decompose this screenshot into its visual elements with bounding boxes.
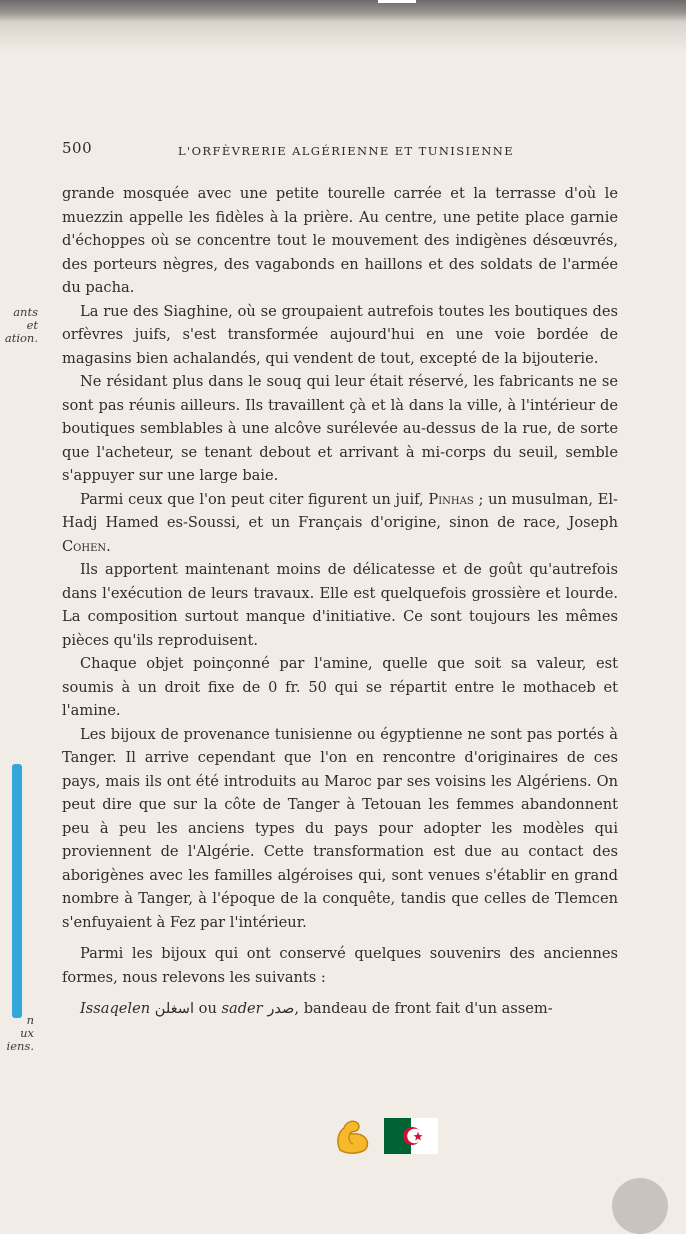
margin-note-2-line3: iens.: [6, 1039, 34, 1053]
paragraph-1: grande mosquée avec une petite tourelle carrée et la terrasse d'où le muezzin appelle les fidèles à la prière. Au centre, une petite place garnie d'échoppes où se concentre tout le mouvement des indigènes désœuvrés, des porteurs nègres, des vagabonds en haillons et des soldats de l'armée du pacha.: [62, 185, 618, 296]
margin-note-1-line2: ation.: [4, 331, 38, 345]
paragraph-6: Chaque objet poinçonné par l'amine, quelle que soit sa valeur, est soumis à un droit fixe de 0 fr. 50 qui se répartit entre le mothaceb et l'amine.: [62, 655, 618, 719]
margin-note-2: [0, 1014, 34, 1053]
running-head: L'ORFÈVRERIE ALGÉRIENNE ET TUNISIENNE: [178, 144, 514, 158]
p4-part-b: ; un musulman, El-Hadj Hamed es-Soussi, et un Français d'origine, sinon de race, Joseph: [62, 490, 618, 531]
page-number: 500: [62, 139, 93, 157]
screenshot-top-band: [0, 0, 686, 22]
paragraph-4: [62, 488, 618, 559]
paragraph-9: [62, 997, 618, 1021]
algeria-flag-icon: [384, 1118, 438, 1154]
arabic-sader: صدر: [267, 1000, 295, 1017]
term-issaqelen: Issaqelen: [80, 1000, 151, 1017]
page-curl-shadow: [0, 22, 686, 52]
scroll-button[interactable]: [612, 1178, 668, 1234]
p9-rest: , bandeau de front fait d'un assem-: [294, 1000, 553, 1017]
paragraph-5: Ils apportent maintenant moins de délicatesse et de goût qu'autrefois dans l'exécution de leurs travaux. Elle est quelquefois grossière et lourde. La composition surtout manque d'initiative. Ce sont toujours les mêmes pièces qu'ils reproduisent.: [62, 561, 618, 649]
arabic-issaqelen: اسغلن: [154, 1000, 195, 1017]
margin-note-2-line2: ux: [20, 1026, 34, 1040]
name-cohen: Cohen: [62, 537, 107, 555]
margin-note-1: [0, 306, 38, 345]
paragraph-7: Les bijoux de provenance tunisienne ou égyptienne ne sont pas portés à Tanger. Il arrive cependant que l'on en rencontre d'originaires de ces pays, mais ils ont été introduits au Maroc par ses voisins les Algériens. On peut dire que sur la côte de Tanger à Tetouan les femmes abandonnent peu à peu les anciens types du pays pour adopter les modèles qui proviennent de l'Algérie. Cette transformation est due au contact des aborigènes avec les familles algéroises qui, sont venues s'établir en grand nombre à Tanger, à l'époque de la conquête, tandis que celles de Tlemcen s'enfuyaient à Fez par l'intérieur.: [62, 725, 618, 931]
paragraph-2: La rue des Siaghine, où se groupaient autrefois toutes les boutiques des orfèvres juifs, s'est transformée aujourd'hui en une voie bordée de magasins bien achalandés, qui vendent de tout, excepté de la bijouterie.: [62, 302, 618, 367]
name-pinhas: Pinhas: [428, 490, 474, 508]
body-text: [62, 182, 618, 1021]
flexed-biceps-icon: [332, 1116, 374, 1156]
highlight-bar: [12, 764, 22, 1018]
paragraph-3: Ne résidant plus dans le souq qui leur était réservé, les fabricants ne se sont pas réunis ailleurs. Ils travaillent çà et là dans la ville, à l'intérieur de boutiques semblables à une alcôve surélevée au-dessus de la rue, de sorte que l'acheteur, se tenant debout et arrivant à mi-corps du seuil, semble s'appuyer sur une large baie.: [62, 373, 618, 484]
p9-ou: ou: [194, 1000, 222, 1017]
term-sader: sader: [221, 1000, 263, 1017]
p4-part-a: Parmi ceux que l'on peut citer figurent un juif,: [80, 490, 429, 508]
margin-note-1-line1: ants et: [13, 305, 38, 332]
paragraph-8: Parmi les bijoux qui ont conservé quelques souvenirs des anciennes formes, nous relevons les suivants :: [62, 945, 618, 986]
status-tick: [378, 0, 416, 3]
emoji-row: [332, 1116, 442, 1156]
margin-note-2-line1: n: [26, 1013, 34, 1027]
p4-part-c: .: [106, 537, 111, 555]
